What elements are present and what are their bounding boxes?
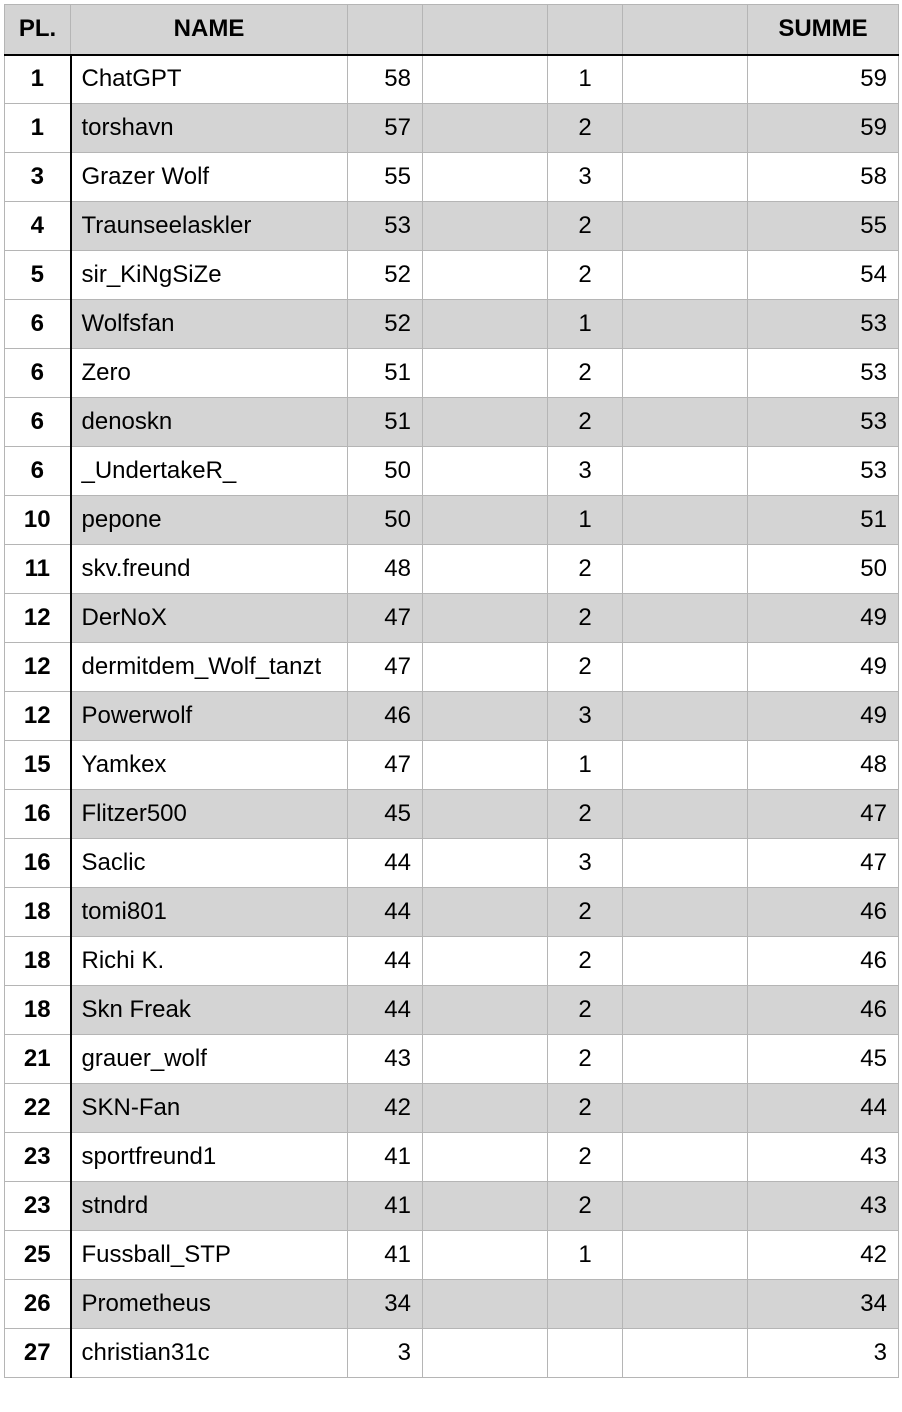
cell-place: 1	[5, 104, 71, 153]
cell-place: 5	[5, 251, 71, 300]
header-col-6	[623, 5, 748, 55]
cell-points-2	[548, 1329, 623, 1378]
cell-summe: 34	[748, 1280, 899, 1329]
cell-name: dermitdem_Wolf_tanzt	[71, 643, 348, 692]
header-summe: SUMME	[748, 5, 899, 55]
table-row	[5, 153, 899, 202]
cell-name: ChatGPT	[71, 55, 348, 104]
table-row	[5, 104, 899, 153]
cell-points-2: 2	[548, 398, 623, 447]
cell-summe: 42	[748, 1231, 899, 1280]
cell-empty-1	[423, 790, 548, 839]
cell-empty-2	[623, 1035, 748, 1084]
cell-points-1: 50	[348, 447, 423, 496]
cell-points-2: 2	[548, 594, 623, 643]
cell-points-1: 44	[348, 888, 423, 937]
cell-points-1: 34	[348, 1280, 423, 1329]
cell-empty-2	[623, 545, 748, 594]
cell-place: 10	[5, 496, 71, 545]
cell-summe: 47	[748, 839, 899, 888]
header-col-3	[348, 5, 423, 55]
table-row	[5, 1084, 899, 1133]
cell-summe: 53	[748, 447, 899, 496]
cell-summe: 43	[748, 1182, 899, 1231]
table-row	[5, 1182, 899, 1231]
cell-name: Skn Freak	[71, 986, 348, 1035]
cell-empty-2	[623, 839, 748, 888]
table-body	[5, 55, 899, 1378]
table-row	[5, 839, 899, 888]
cell-name: Wolfsfan	[71, 300, 348, 349]
cell-empty-1	[423, 1035, 548, 1084]
cell-place: 15	[5, 741, 71, 790]
cell-points-1: 45	[348, 790, 423, 839]
header-col-4	[423, 5, 548, 55]
cell-summe: 46	[748, 937, 899, 986]
cell-points-1: 44	[348, 986, 423, 1035]
cell-empty-1	[423, 545, 548, 594]
cell-points-2: 2	[548, 104, 623, 153]
cell-place: 21	[5, 1035, 71, 1084]
cell-points-2: 2	[548, 937, 623, 986]
cell-place: 6	[5, 349, 71, 398]
cell-place: 3	[5, 153, 71, 202]
cell-empty-1	[423, 1084, 548, 1133]
cell-points-1: 55	[348, 153, 423, 202]
cell-points-1: 51	[348, 398, 423, 447]
cell-place: 27	[5, 1329, 71, 1378]
cell-empty-2	[623, 1133, 748, 1182]
cell-place: 12	[5, 692, 71, 741]
cell-empty-1	[423, 251, 548, 300]
cell-points-1: 50	[348, 496, 423, 545]
table-row	[5, 202, 899, 251]
cell-empty-2	[623, 986, 748, 1035]
table-row	[5, 398, 899, 447]
cell-points-1: 58	[348, 55, 423, 104]
cell-empty-2	[623, 104, 748, 153]
cell-points-1: 47	[348, 594, 423, 643]
cell-points-1: 47	[348, 741, 423, 790]
cell-summe: 49	[748, 692, 899, 741]
cell-name: Prometheus	[71, 1280, 348, 1329]
cell-empty-1	[423, 398, 548, 447]
cell-points-2: 2	[548, 1035, 623, 1084]
cell-empty-1	[423, 300, 548, 349]
cell-summe: 59	[748, 55, 899, 104]
table-row	[5, 1035, 899, 1084]
cell-summe: 46	[748, 986, 899, 1035]
cell-empty-1	[423, 937, 548, 986]
cell-empty-1	[423, 1280, 548, 1329]
cell-points-2: 2	[548, 790, 623, 839]
table-row	[5, 692, 899, 741]
cell-empty-1	[423, 202, 548, 251]
cell-place: 18	[5, 986, 71, 1035]
cell-summe: 53	[748, 300, 899, 349]
header-col-5	[548, 5, 623, 55]
cell-points-2: 2	[548, 888, 623, 937]
cell-summe: 49	[748, 594, 899, 643]
cell-empty-1	[423, 55, 548, 104]
cell-summe: 53	[748, 349, 899, 398]
table-row	[5, 594, 899, 643]
cell-name: stndrd	[71, 1182, 348, 1231]
cell-name: SKN-Fan	[71, 1084, 348, 1133]
cell-points-2: 1	[548, 300, 623, 349]
cell-summe: 3	[748, 1329, 899, 1378]
cell-points-2: 1	[548, 496, 623, 545]
cell-name: torshavn	[71, 104, 348, 153]
cell-place: 12	[5, 643, 71, 692]
cell-empty-1	[423, 888, 548, 937]
cell-place: 23	[5, 1182, 71, 1231]
cell-place: 1	[5, 55, 71, 104]
cell-points-1: 57	[348, 104, 423, 153]
cell-empty-2	[623, 1231, 748, 1280]
cell-name: Flitzer500	[71, 790, 348, 839]
header-row	[5, 5, 899, 55]
cell-summe: 54	[748, 251, 899, 300]
cell-summe: 49	[748, 643, 899, 692]
table-row	[5, 1231, 899, 1280]
cell-points-2: 2	[548, 986, 623, 1035]
cell-points-1: 48	[348, 545, 423, 594]
cell-empty-2	[623, 643, 748, 692]
cell-name: pepone	[71, 496, 348, 545]
cell-points-2: 2	[548, 643, 623, 692]
cell-points-1: 41	[348, 1182, 423, 1231]
table-row	[5, 986, 899, 1035]
cell-name: sir_KiNgSiZe	[71, 251, 348, 300]
cell-empty-1	[423, 741, 548, 790]
cell-empty-2	[623, 1280, 748, 1329]
cell-name: _UndertakeR_	[71, 447, 348, 496]
cell-empty-1	[423, 594, 548, 643]
cell-empty-2	[623, 153, 748, 202]
cell-empty-2	[623, 251, 748, 300]
table-row	[5, 741, 899, 790]
cell-empty-2	[623, 55, 748, 104]
cell-points-2: 3	[548, 839, 623, 888]
cell-empty-2	[623, 1084, 748, 1133]
cell-empty-2	[623, 741, 748, 790]
cell-points-1: 41	[348, 1133, 423, 1182]
cell-name: Yamkex	[71, 741, 348, 790]
cell-name: DerNoX	[71, 594, 348, 643]
cell-place: 12	[5, 594, 71, 643]
cell-empty-1	[423, 1133, 548, 1182]
cell-points-2: 2	[548, 1133, 623, 1182]
cell-points-2: 2	[548, 1084, 623, 1133]
cell-summe: 46	[748, 888, 899, 937]
cell-summe: 43	[748, 1133, 899, 1182]
table-row	[5, 300, 899, 349]
cell-empty-1	[423, 1329, 548, 1378]
cell-summe: 55	[748, 202, 899, 251]
cell-points-1: 43	[348, 1035, 423, 1084]
table-row	[5, 545, 899, 594]
cell-name: sportfreund1	[71, 1133, 348, 1182]
table-row	[5, 1133, 899, 1182]
table-row	[5, 55, 899, 104]
cell-empty-1	[423, 104, 548, 153]
cell-empty-1	[423, 1182, 548, 1231]
cell-points-1: 52	[348, 251, 423, 300]
cell-summe: 59	[748, 104, 899, 153]
cell-points-2: 2	[548, 545, 623, 594]
cell-points-1: 3	[348, 1329, 423, 1378]
table-row	[5, 447, 899, 496]
cell-empty-1	[423, 692, 548, 741]
cell-name: Zero	[71, 349, 348, 398]
cell-name: Richi K.	[71, 937, 348, 986]
cell-summe: 53	[748, 398, 899, 447]
header-name: NAME	[71, 5, 348, 55]
cell-empty-2	[623, 888, 748, 937]
cell-points-2: 2	[548, 251, 623, 300]
cell-points-2: 1	[548, 55, 623, 104]
cell-empty-2	[623, 300, 748, 349]
cell-place: 22	[5, 1084, 71, 1133]
cell-empty-2	[623, 790, 748, 839]
cell-empty-2	[623, 349, 748, 398]
cell-empty-2	[623, 496, 748, 545]
cell-empty-2	[623, 1182, 748, 1231]
cell-summe: 51	[748, 496, 899, 545]
cell-empty-2	[623, 447, 748, 496]
cell-points-1: 51	[348, 349, 423, 398]
cell-empty-2	[623, 594, 748, 643]
cell-empty-2	[623, 937, 748, 986]
cell-empty-1	[423, 986, 548, 1035]
cell-points-2: 3	[548, 692, 623, 741]
cell-points-2: 3	[548, 153, 623, 202]
cell-points-2: 2	[548, 1182, 623, 1231]
cell-summe: 47	[748, 790, 899, 839]
cell-place: 6	[5, 447, 71, 496]
cell-name: christian31c	[71, 1329, 348, 1378]
cell-points-1: 46	[348, 692, 423, 741]
cell-place: 18	[5, 937, 71, 986]
cell-place: 11	[5, 545, 71, 594]
cell-name: tomi801	[71, 888, 348, 937]
cell-place: 25	[5, 1231, 71, 1280]
cell-points-1: 41	[348, 1231, 423, 1280]
cell-points-1: 44	[348, 839, 423, 888]
cell-summe: 44	[748, 1084, 899, 1133]
cell-place: 6	[5, 300, 71, 349]
cell-name: Powerwolf	[71, 692, 348, 741]
cell-points-1: 44	[348, 937, 423, 986]
cell-name: Grazer Wolf	[71, 153, 348, 202]
cell-summe: 48	[748, 741, 899, 790]
cell-points-2: 1	[548, 1231, 623, 1280]
table-row	[5, 790, 899, 839]
cell-place: 4	[5, 202, 71, 251]
cell-place: 23	[5, 1133, 71, 1182]
cell-points-2: 2	[548, 349, 623, 398]
table-row	[5, 496, 899, 545]
cell-summe: 50	[748, 545, 899, 594]
table-row	[5, 643, 899, 692]
cell-name: grauer_wolf	[71, 1035, 348, 1084]
cell-summe: 45	[748, 1035, 899, 1084]
cell-place: 26	[5, 1280, 71, 1329]
cell-points-1: 42	[348, 1084, 423, 1133]
cell-summe: 58	[748, 153, 899, 202]
cell-points-1: 52	[348, 300, 423, 349]
cell-empty-1	[423, 643, 548, 692]
table-header	[5, 5, 899, 55]
cell-empty-1	[423, 447, 548, 496]
cell-empty-1	[423, 1231, 548, 1280]
cell-name: Traunseelaskler	[71, 202, 348, 251]
table-row	[5, 937, 899, 986]
cell-points-1: 53	[348, 202, 423, 251]
cell-points-2: 3	[548, 447, 623, 496]
cell-name: Fussball_STP	[71, 1231, 348, 1280]
cell-empty-1	[423, 153, 548, 202]
ranking-table	[4, 4, 899, 1378]
table-row	[5, 1280, 899, 1329]
cell-place: 18	[5, 888, 71, 937]
cell-points-2	[548, 1280, 623, 1329]
cell-empty-1	[423, 349, 548, 398]
cell-name: Saclic	[71, 839, 348, 888]
cell-empty-1	[423, 839, 548, 888]
cell-place: 16	[5, 790, 71, 839]
cell-empty-2	[623, 692, 748, 741]
cell-empty-2	[623, 398, 748, 447]
cell-points-2: 2	[548, 202, 623, 251]
table-row	[5, 1329, 899, 1378]
cell-empty-2	[623, 202, 748, 251]
cell-place: 6	[5, 398, 71, 447]
cell-empty-1	[423, 496, 548, 545]
cell-place: 16	[5, 839, 71, 888]
cell-empty-2	[623, 1329, 748, 1378]
cell-name: denoskn	[71, 398, 348, 447]
table-row	[5, 251, 899, 300]
table-row	[5, 888, 899, 937]
cell-name: skv.freund	[71, 545, 348, 594]
table-row	[5, 349, 899, 398]
header-place: PL.	[5, 5, 71, 55]
cell-points-1: 47	[348, 643, 423, 692]
cell-points-2: 1	[548, 741, 623, 790]
